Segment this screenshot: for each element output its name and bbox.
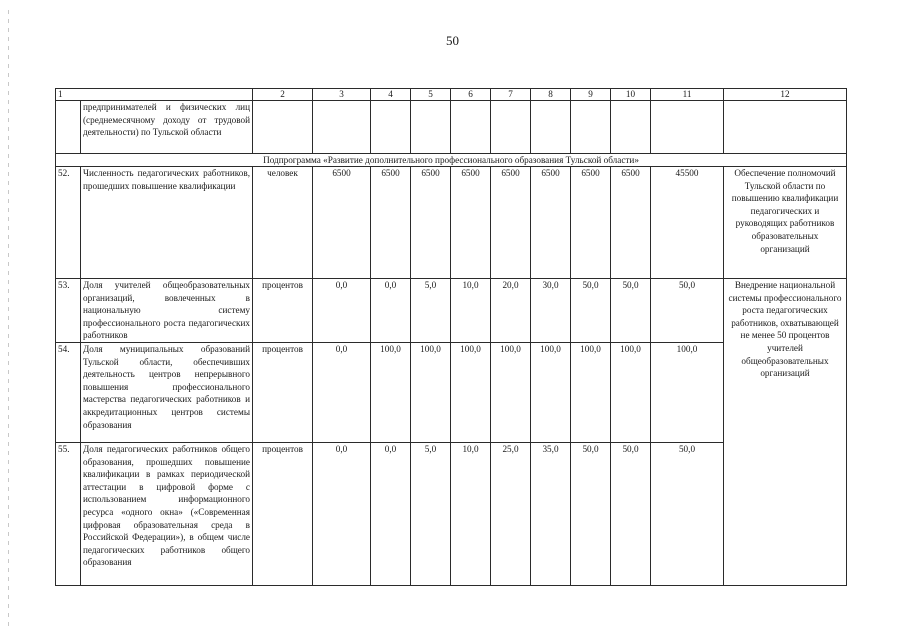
result-cell: Обеспечение полномочий Тульской области по повышению квалификации педагогических и руководящих работников образовательных организаций — [724, 167, 847, 279]
header-cell: 12 — [724, 89, 847, 101]
result-cell: Внедрение национальной системы профессионального роста педагогических работников, охватывающей не менее 50 процентов учителей общеобразовательных организаций — [724, 279, 847, 586]
header-cell: 2 — [253, 89, 313, 101]
value-cell: 6500 — [531, 167, 571, 279]
value-cell: 6500 — [313, 167, 371, 279]
scan-edge — [8, 10, 9, 630]
table-row — [56, 167, 847, 279]
row-number: 53. — [56, 279, 81, 343]
value-cell: 6500 — [371, 167, 411, 279]
value-cell: 100,0 — [451, 342, 491, 442]
value-cell: 50,0 — [651, 279, 724, 343]
row-number: 54. — [56, 342, 81, 442]
unit-cell: процентов — [253, 442, 313, 585]
value-cell: 100,0 — [571, 342, 611, 442]
page-number: 50 — [446, 33, 459, 48]
indicator-cell: Численность педагогических работников, прошедших повышение квалификации — [81, 167, 253, 279]
unit-cell: человек — [253, 167, 313, 279]
header-cell: 3 — [313, 89, 371, 101]
value-cell: 50,0 — [571, 442, 611, 585]
value-cell: 0,0 — [313, 342, 371, 442]
value-cell: 6500 — [451, 167, 491, 279]
header-cell: 6 — [451, 89, 491, 101]
header-cell: 8 — [531, 89, 571, 101]
table-row — [56, 279, 847, 343]
value-cell: 100,0 — [611, 342, 651, 442]
column-number-row — [56, 89, 847, 101]
value-cell: 45500 — [651, 167, 724, 279]
value-cell: 100,0 — [411, 342, 451, 442]
value-cell: 0,0 — [313, 442, 371, 585]
header-cell: 1 — [56, 89, 253, 101]
value-cell: 0,0 — [371, 279, 411, 343]
row-number: 52. — [56, 167, 81, 279]
value-cell: 6500 — [611, 167, 651, 279]
indicator-cell: Доля учителей общеобразовательных организаций, вовлеченных в национальную систему профессионального роста педагогических работников — [81, 279, 253, 343]
header-cell: 5 — [411, 89, 451, 101]
header-cell: 9 — [571, 89, 611, 101]
value-cell: 50,0 — [611, 442, 651, 585]
value-cell: 5,0 — [411, 279, 451, 343]
value-cell: 100,0 — [371, 342, 411, 442]
subprogram-row — [56, 154, 847, 167]
value-cell: 6500 — [491, 167, 531, 279]
indicator-cell: Доля педагогических работников общего образования, прошедших повышение квалификации в рамках периодической аттестации в цифровой форме с использованием информационного ресурса «одного окна» («Современная цифровая образовательная среда в Российской Федерации»), в общем числе педагогических работников общего образования — [81, 442, 253, 585]
value-cell: 6500 — [411, 167, 451, 279]
table-row — [56, 101, 847, 154]
value-cell: 25,0 — [491, 442, 531, 585]
value-cell: 20,0 — [491, 279, 531, 343]
unit-cell: процентов — [253, 279, 313, 343]
value-cell: 0,0 — [371, 442, 411, 585]
value-cell: 0,0 — [313, 279, 371, 343]
subprogram-title: Подпрограмма «Развитие дополнительного профессионального образования Тульской области» — [56, 154, 847, 167]
value-cell: 5,0 — [411, 442, 451, 585]
header-cell: 4 — [371, 89, 411, 101]
value-cell: 100,0 — [491, 342, 531, 442]
indicator-cell: Доля муниципальных образований Тульской области, обеспечивших деятельность центров непрерывного повышения профессионального мастерства педагогических работников и аккредитационных центров системы образования — [81, 342, 253, 442]
value-cell: 50,0 — [651, 442, 724, 585]
row-number: 55. — [56, 442, 81, 585]
value-cell: 100,0 — [531, 342, 571, 442]
header-cell: 11 — [651, 89, 724, 101]
unit-cell: процентов — [253, 342, 313, 442]
value-cell: 10,0 — [451, 442, 491, 585]
value-cell: 100,0 — [651, 342, 724, 442]
value-cell: 50,0 — [571, 279, 611, 343]
header-cell: 10 — [611, 89, 651, 101]
value-cell: 50,0 — [611, 279, 651, 343]
header-cell: 7 — [491, 89, 531, 101]
value-cell: 30,0 — [531, 279, 571, 343]
indicators-table — [55, 88, 847, 586]
indicator-cell: предпринимателей и физических лиц (среднемесячному доходу от трудовой деятельности) по Тульской области — [81, 101, 253, 154]
value-cell: 10,0 — [451, 279, 491, 343]
value-cell: 35,0 — [531, 442, 571, 585]
value-cell: 6500 — [571, 167, 611, 279]
